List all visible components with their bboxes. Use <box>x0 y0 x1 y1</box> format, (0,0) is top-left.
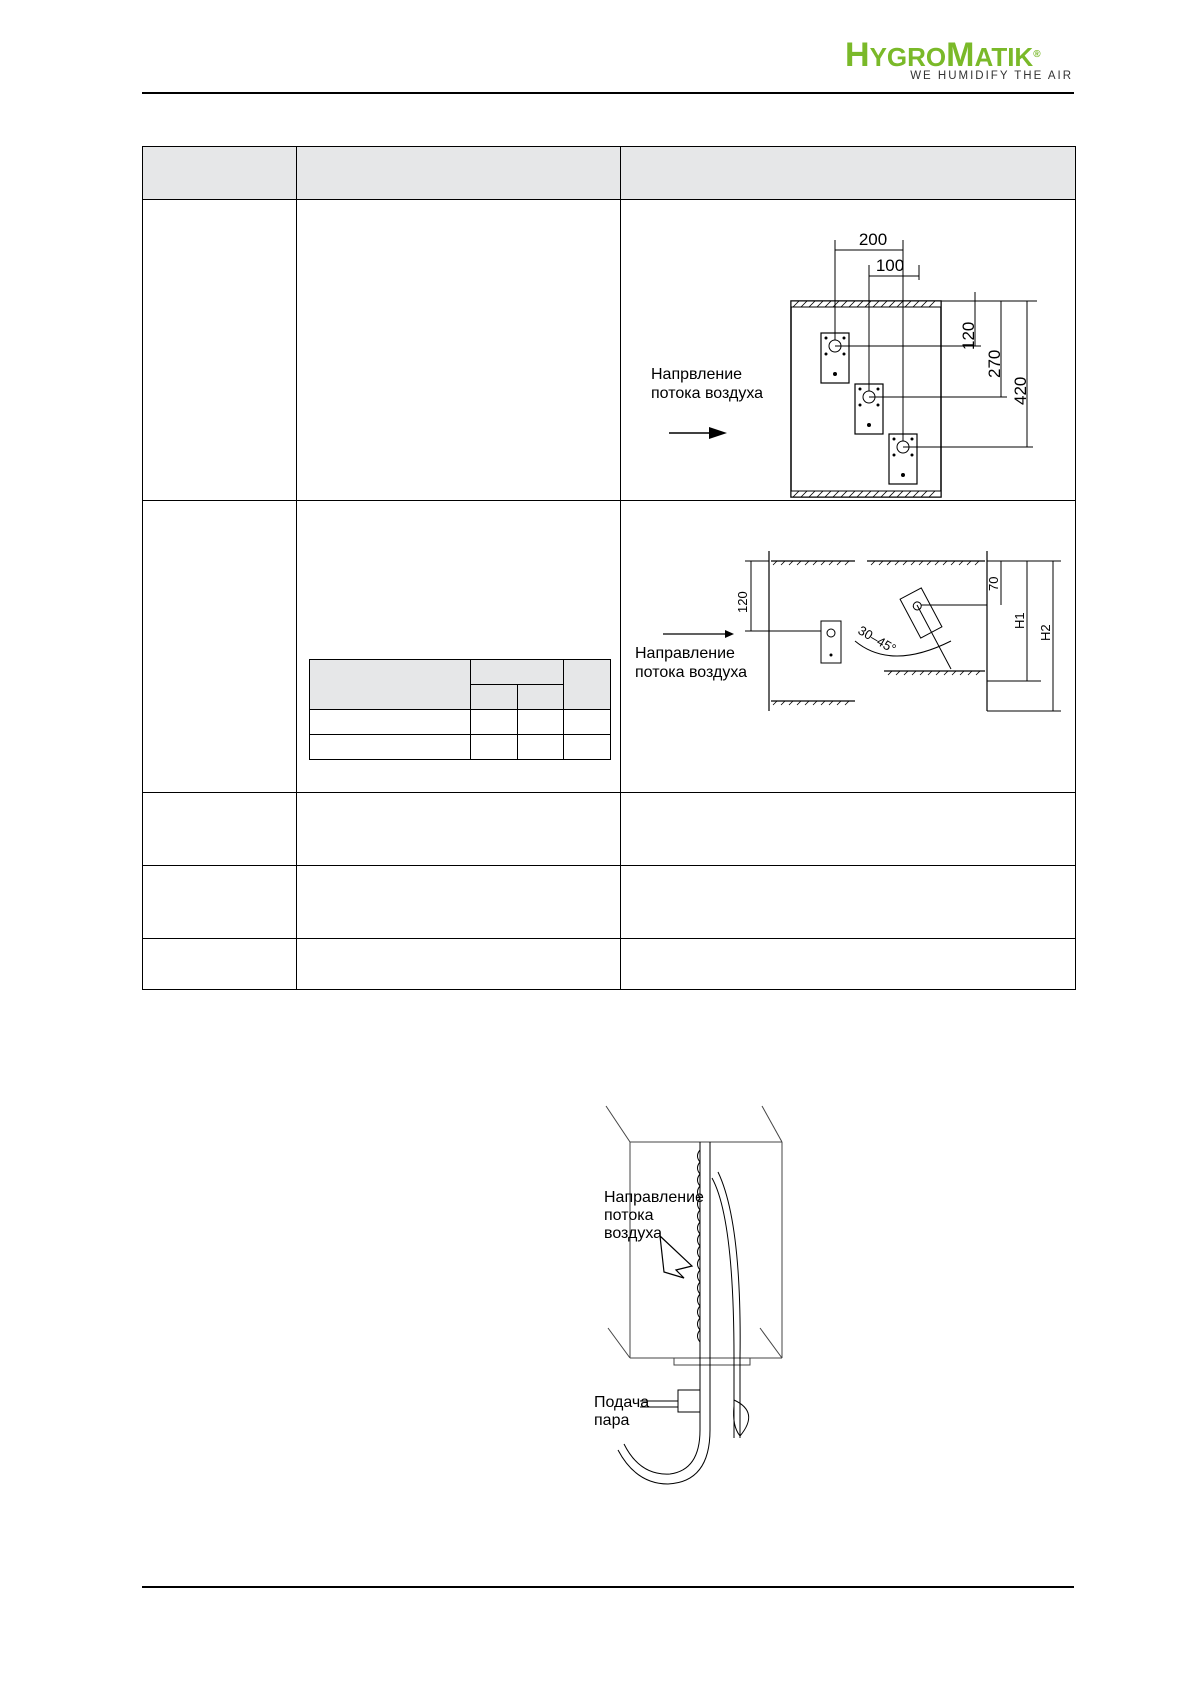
logo-wordmark: HYGROMATIK® <box>845 36 1041 74</box>
steam-distributor-layout-figure <box>621 200 1076 500</box>
airflow-arrow-icon <box>669 427 727 439</box>
table-row <box>143 501 1076 793</box>
airflow-arrow-icon <box>660 1236 692 1278</box>
header-cell <box>143 147 297 200</box>
table-cell <box>297 793 621 866</box>
airflow-arrow-icon <box>663 630 734 638</box>
table-row <box>143 200 1076 501</box>
table-cell <box>143 793 297 866</box>
table-cell <box>297 501 621 793</box>
steam-supply-label: пара <box>594 1412 630 1429</box>
distributor-height-figure <box>621 501 1076 791</box>
airflow-label: потока воздуха <box>635 664 748 681</box>
dimension-table-header <box>471 660 564 685</box>
dimension-h1: H1 <box>1012 612 1027 629</box>
dimension-420: 420 <box>1011 376 1030 405</box>
table-row <box>143 866 1076 939</box>
header-cell <box>297 147 621 200</box>
figure-cell <box>621 501 1076 793</box>
vertical-distributor-figure <box>594 1100 840 1492</box>
airflow-label: Направление <box>604 1189 704 1206</box>
angle-label: 30–45° <box>855 622 899 657</box>
header-cell <box>621 147 1076 200</box>
table-row <box>143 793 1076 866</box>
dimension-table-header <box>471 685 518 710</box>
table-cell <box>297 939 621 990</box>
airflow-label: Направление <box>635 645 735 662</box>
header-rule <box>142 92 1074 94</box>
dimension-h2: H2 <box>1038 624 1053 641</box>
steam-supply-label: Подача <box>594 1394 650 1411</box>
dimension-200: 200 <box>858 230 888 249</box>
dimension-table-row <box>310 735 611 760</box>
table-cell <box>143 501 297 793</box>
installation-table <box>142 146 1076 990</box>
logo-tagline: WE HUMIDIFY THE AIR <box>910 70 1073 82</box>
footer-rule <box>142 1586 1074 1588</box>
table-cell <box>143 939 297 990</box>
table-cell <box>297 200 621 501</box>
dimension-table-row <box>310 710 611 735</box>
table-cell <box>621 939 1076 990</box>
table-cell <box>297 866 621 939</box>
dimension-120: 120 <box>959 321 978 350</box>
dimension-70: 70 <box>986 576 1001 591</box>
table-cell <box>143 866 297 939</box>
airflow-label: воздуха <box>604 1225 663 1242</box>
dimension-table-header <box>310 660 471 710</box>
dimension-table-header <box>564 660 611 710</box>
airflow-label: потока <box>604 1207 654 1224</box>
hygromatik-logo <box>845 38 1075 84</box>
airflow-label: Напрвление <box>651 366 743 383</box>
table-cell <box>621 866 1076 939</box>
table-header-row <box>143 147 1076 200</box>
table-cell <box>143 200 297 501</box>
table-row <box>143 939 1076 990</box>
figure-cell <box>621 200 1076 501</box>
dimension-table-header <box>518 685 564 710</box>
airflow-label: потока воздуха <box>651 385 764 402</box>
dimension-table <box>309 659 611 760</box>
dimension-100: 100 <box>875 256 905 275</box>
table-cell <box>621 793 1076 866</box>
dimension-270: 270 <box>985 349 1004 378</box>
dimension-120: 120 <box>735 591 750 613</box>
